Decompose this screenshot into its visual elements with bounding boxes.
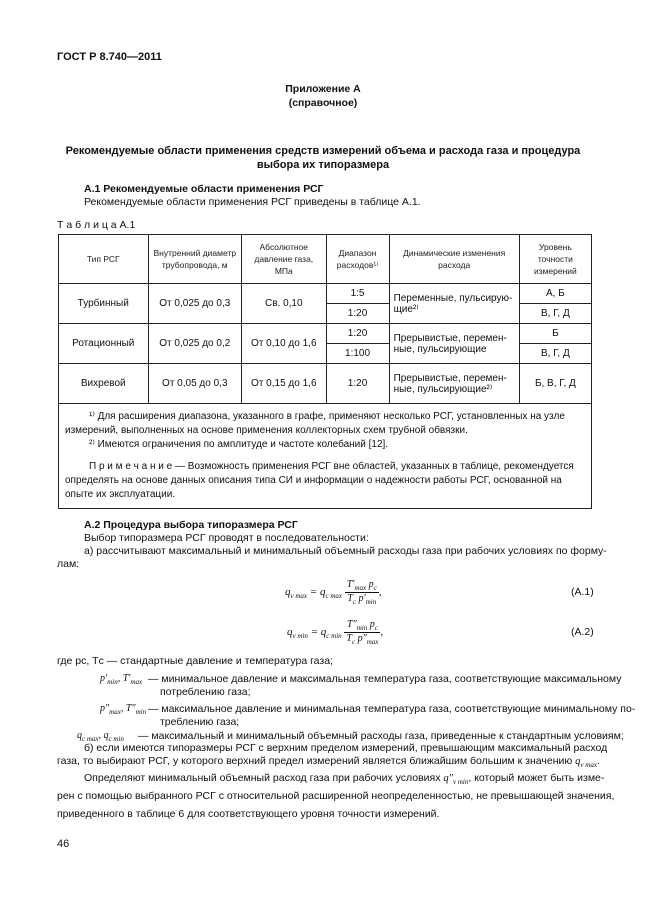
section-a1-text: Рекомендуемые области применения РСГ приведены в таблице А.1. [84, 196, 421, 208]
header-cell: Уровень точности измерений [519, 235, 591, 284]
cell-range: 1:100 [326, 344, 389, 364]
section-a2-line: Выбор типоразмера РСГ проводят в последовательности: [84, 532, 369, 544]
cell-range: 1:20 [326, 364, 389, 404]
table-remark-end: опыте их эксплуатации. [65, 489, 176, 500]
definition-line: — максимальное давление и минимальная температура газа, соответствующие минимальному по- [148, 703, 636, 715]
equation-number: (А.2) [571, 626, 594, 638]
cell-dynamics: Прерывистые, перемен-ные, пульсирующие [389, 324, 519, 364]
table-notes-row [59, 404, 592, 509]
formula-a1: $q_{v max} = q_{c max}$ $\frac{T'_{max} p_c}{T_c p'_{min}}$ , [285, 579, 382, 606]
cell-pressure: Св. 0,10 [242, 284, 326, 324]
table-label: Т а б л и ц а А.1 [57, 219, 136, 231]
section-a2-line: лам: [57, 558, 80, 570]
definition-line: треблению газа; [160, 716, 240, 728]
table-notes [59, 404, 592, 509]
main-title: Рекомендуемые области применения средств измерений объема и расхода газа и процедура [65, 145, 581, 157]
appendix-title: Приложение А [285, 83, 361, 95]
table-remark: П р и м е ч а н и е — Возможность применения РСГ вне областей, указанных в таблице, рекомендуется [89, 461, 574, 472]
table-row [59, 324, 592, 344]
section-a2-line: рен с помощью выбранного РСГ с относительной расширенной неопределенностью, не превышающей значения, [57, 790, 615, 802]
definition-line: — максимальный и минимальный объемный расходы газа, приведенные к стандартным условиям; [138, 730, 624, 742]
cell-diameter: От 0,05 до 0,3 [148, 364, 242, 404]
table-header-row [59, 235, 592, 284]
cell-diameter: От 0,025 до 0,2 [148, 324, 242, 364]
cell-accuracy: В, Г, Д [519, 304, 591, 324]
cell-type: Вихревой [59, 364, 149, 404]
cell-pressure: От 0,15 до 1,6 [242, 364, 326, 404]
equation-number: (А.1) [571, 586, 594, 598]
section-a2-line: приведенного в таблице 6 для соответствующего уровня точности измерений. [57, 808, 440, 820]
header-cell: Динамические изменения расхода [389, 235, 519, 284]
page-number: 46 [57, 838, 70, 850]
document-header: ГОСТ Р 8.740—2011 [57, 51, 162, 63]
header-cell: Внутренний диаметр трубопровода, м [148, 235, 242, 284]
cell-range: 1:5 [326, 284, 389, 304]
cell-dynamics: Переменные, пульсирую-щие²⁾ [389, 284, 519, 324]
cell-range: 1:20 [326, 324, 389, 344]
cell-dynamics: Прерывистые, перемен-ные, пульсирующие²⁾ [389, 364, 519, 404]
cell-accuracy: Б [519, 324, 591, 344]
cell-range: 1:20 [326, 304, 389, 324]
table-row [59, 284, 592, 304]
formula-a2: $q_{v min} = q_{c min}$ $\frac{T''_{min} p_c}{T_c p''_{max}}$ , [287, 619, 384, 646]
table-a1 [58, 234, 592, 509]
header-cell: Диапазон расходов¹⁾ [326, 235, 389, 284]
symbol-qc: $q_{c max}$, $q_{c min}$ [77, 730, 124, 743]
footnote-1: ¹⁾ Для расширения диапазона, указанного в графе, применяют несколько РСГ, установленных на узле [89, 411, 565, 422]
footnote-2: ²⁾ Имеются ограничения по амплитуде и частоте колебаний [12]. [89, 439, 389, 450]
definition-line: потреблению газа; [160, 686, 251, 698]
section-a2-line: б) если имеются типоразмеры РСГ с верхним пределом измерений, превышающим максимальный расход [84, 742, 608, 754]
table-remark-cont: определять на основе данных описания типа СИ и информации о надежности работы РСГ, основанной на [65, 475, 562, 486]
cell-type: Турбинный [59, 284, 149, 324]
cell-accuracy: А, Б [519, 284, 591, 304]
cell-accuracy: Б, В, Г, Д [519, 364, 591, 404]
symbol-pmax-tmin: $p''_{max}$, $T''_{min}$ [100, 703, 147, 716]
appendix-subtitle: (справочное) [288, 97, 358, 109]
where-line: где pс, Tс — стандартные давление и температура газа; [57, 655, 333, 667]
definition-line: — минимальное давление и максимальная температура газа, соответствующие максимальному [148, 673, 622, 685]
main-title-cont: выбора их типоразмера [256, 159, 390, 171]
section-a2-line: а) рассчитывают максимальный и минимальный объемный расходы газа при рабочих условиях по форму- [84, 545, 607, 557]
cell-pressure: От 0,10 до 1,6 [242, 324, 326, 364]
section-a2-line: Определяют минимальный объемный расход газа при рабочих условиях $q''_{v min}$, который может быть изме- [84, 772, 605, 787]
header-cell: Абсолютное давление газа, МПа [242, 235, 326, 284]
cell-type: Ротационный [59, 324, 149, 364]
symbol-pmin-tmax: $p'_{min}$, $T'_{max}$ [100, 673, 143, 686]
table-row [59, 364, 592, 404]
header-cell: Тип РСГ [59, 235, 149, 284]
cell-accuracy: В, Г, Д [519, 344, 591, 364]
cell-diameter: От 0,025 до 0,3 [148, 284, 242, 324]
section-a2-line: газа, то выбирают РСГ, у которого верхний предел измерений является ближайшим большим к значению $q_{v max}$. [57, 755, 600, 770]
footnote-1-cont: измерений, выполненных на основе применения коллекторных схем трубной обвязки. [65, 425, 468, 436]
section-a1-heading: А.1 Рекомендуемые области применения РСГ [84, 183, 324, 195]
section-a2-heading: А.2 Процедура выбора типоразмера РСГ [84, 519, 298, 531]
